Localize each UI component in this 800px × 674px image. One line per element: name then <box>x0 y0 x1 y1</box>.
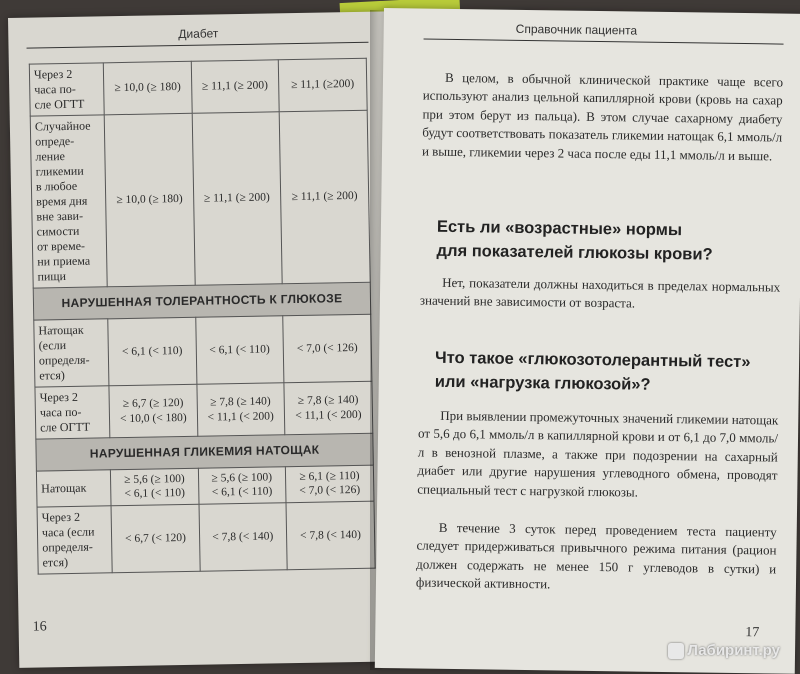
paragraph-3: При выявлении промежуточных значений гликемии натощак от 5,6 до 6,1 ммоль/л в капиллярной крови и от 6,1 до 7,0 ммоль/л в венозной плазме, а также при подозрении на сахарный диабет или другие нарушения углеводного обмена, проводят специальный тест с нагрузкой глюкозы. <box>417 407 779 500</box>
row-label-line: Натощак <box>41 480 87 496</box>
value-cell <box>284 381 373 435</box>
value-line: < 11,1 (< 200) <box>207 409 274 424</box>
row-label-line: симости <box>36 223 80 239</box>
table-row <box>34 314 372 387</box>
row-label-line: определя- <box>42 539 93 555</box>
row-label-line: Через 2 <box>33 66 73 82</box>
value-cell <box>111 504 199 573</box>
value-line: ≥ 11,1 (≥ 200) <box>201 79 268 93</box>
value-line: ≥ 11,1 (≥200) <box>291 78 355 92</box>
value-line: ≥ 10,0 (≥ 180) <box>114 81 181 95</box>
row-label-line: время дня <box>36 193 88 209</box>
value-cell <box>285 465 374 502</box>
row-label-cell <box>36 470 111 507</box>
value-cell <box>108 317 196 386</box>
value-line: < 6,1 (< 110) <box>121 344 183 358</box>
value-line: < 7,8 (< 140) <box>299 528 362 542</box>
watermark <box>668 642 780 659</box>
row-label-line: ни приема <box>37 253 91 269</box>
labirint-logo-icon <box>668 643 684 659</box>
value-line: < 6,7 (< 120) <box>124 531 187 545</box>
row-label-line: от време- <box>36 238 86 254</box>
row-label-cell <box>34 319 109 387</box>
value-cell <box>196 383 284 437</box>
value-line: ≥ 10,0 (≥ 180) <box>116 193 183 207</box>
value-cell <box>279 110 370 284</box>
left-running-head: Диабет <box>178 26 219 42</box>
section-header: НАРУШЕННАЯ ГЛИКЕМИЯ НАТОЩАК <box>36 433 374 471</box>
row-label-line: пищи <box>37 269 67 284</box>
value-cell <box>195 316 283 385</box>
row-label-line: ется) <box>39 368 65 383</box>
row-label-line: гликемии <box>35 163 84 179</box>
value-cell <box>191 60 279 114</box>
value-cell <box>198 467 286 504</box>
row-label-line: в любое <box>35 178 78 194</box>
section-header: НАРУШЕННАЯ ТОЛЕРАНТНОСТЬ К ГЛЮКОЗЕ <box>33 282 371 320</box>
value-line: < 11,1 (< 200) <box>295 408 362 422</box>
left-header-rule <box>27 42 369 49</box>
row-label-line: (если <box>38 338 67 353</box>
value-cell <box>278 58 367 112</box>
value-line: < 10,0 (< 180) <box>119 411 187 425</box>
glycemia-table <box>29 58 376 575</box>
value-cell <box>109 384 197 438</box>
row-label-line: Через 2 <box>41 509 81 525</box>
value-line: < 7,8 (< 140) <box>212 530 274 544</box>
row-label-line: определя- <box>38 352 90 368</box>
value-cell <box>286 501 375 570</box>
row-label-cell <box>29 63 104 116</box>
paragraph-1: В целом, в обычной клинической практике чаще всего используют анализ цельной капиллярной крови (кровь на сахар при этом берут из пальца). В этом случае сахарному диабету будут соответствовать показатель гликемии натощак 6,1 ммоль/л и выше, гликемии через 2 часа после еды 11,1 ммоль/л и выше. <box>421 69 784 164</box>
table-row <box>36 465 374 507</box>
right-page <box>375 8 800 674</box>
paragraph-4: В течение 3 суток перед проведением теста пациенту следует придерживаться привычного режима питания (рацион должен содержать не менее 150 г углеводов в сутки) и физической активности. <box>415 519 777 592</box>
row-label-line: часа (если <box>41 524 95 540</box>
row-label-line: сле ОГТТ <box>34 96 85 112</box>
row-label-cell <box>37 506 112 574</box>
table-row <box>29 58 367 116</box>
table-row <box>37 501 375 574</box>
row-label-line: Случайное <box>34 118 91 134</box>
right-running-head: Справочник пациента <box>515 21 638 38</box>
heading-2 <box>435 347 776 400</box>
value-cell <box>192 112 282 285</box>
value-cell <box>283 314 372 383</box>
row-label-line: часа по- <box>34 81 76 97</box>
table-row <box>35 381 373 439</box>
row-label-line: часа по- <box>39 404 82 420</box>
heading-1 <box>436 216 777 269</box>
row-label-line: ется) <box>42 554 69 570</box>
value-line: ≥ 6,7 (≥ 120) <box>122 397 184 411</box>
value-line: ≥ 5,6 (≥ 100) <box>211 471 273 485</box>
row-label-line: Натощак <box>38 322 84 338</box>
row-label-line: опреде- <box>35 133 75 149</box>
heading-1-line-1: Есть ли «возрастные» нормы <box>436 217 683 240</box>
watermark-text: Лабиринт.ру <box>687 641 780 659</box>
row-label-line: сле ОГТТ <box>40 419 91 435</box>
value-line: < 6,1 (< 110) <box>124 487 186 501</box>
value-cell <box>104 113 194 286</box>
value-line: < 7,0 (< 126) <box>299 484 361 498</box>
right-header-rule <box>424 39 784 45</box>
value-line: < 7,0 (< 126) <box>296 341 358 355</box>
left-page <box>8 11 399 668</box>
row-label-line: вне зави- <box>36 208 84 224</box>
value-line: ≥ 6,1 (≥ 110) <box>299 469 360 483</box>
table-row <box>30 110 370 288</box>
row-label-line: Через 2 <box>39 389 79 405</box>
value-line: < 6,1 (< 110) <box>209 343 270 357</box>
value-cell <box>104 61 192 115</box>
left-page-number: 16 <box>32 619 47 635</box>
paragraph-2: Нет, показатели должны находиться в пределах нормальных значений вне зависимости от возраста. <box>419 274 781 311</box>
value-line: ≥ 7,8 (≥ 140) <box>297 394 359 408</box>
row-label-cell <box>35 386 110 439</box>
value-line: ≥ 11,1 (≥ 200) <box>203 191 270 205</box>
heading-2-line-2: или «нагрузка глюкозой»? <box>434 372 651 394</box>
value-line: < 6,1 (< 110) <box>211 485 273 499</box>
value-line: ≥ 5,6 (≥ 100) <box>124 472 185 487</box>
value-line: ≥ 11,1 (≥ 200) <box>291 190 358 204</box>
right-page-number: 17 <box>745 625 760 641</box>
value-cell <box>199 502 287 571</box>
row-label-cell <box>30 115 107 288</box>
value-line: ≥ 7,8 (≥ 140) <box>210 395 271 409</box>
heading-1-line-2: для показателей глюкозы крови? <box>436 241 713 264</box>
row-label-line: ление <box>35 149 66 164</box>
heading-2-line-1: Что такое «глюкозотолерантный тест» <box>434 348 751 372</box>
value-cell <box>111 468 199 505</box>
